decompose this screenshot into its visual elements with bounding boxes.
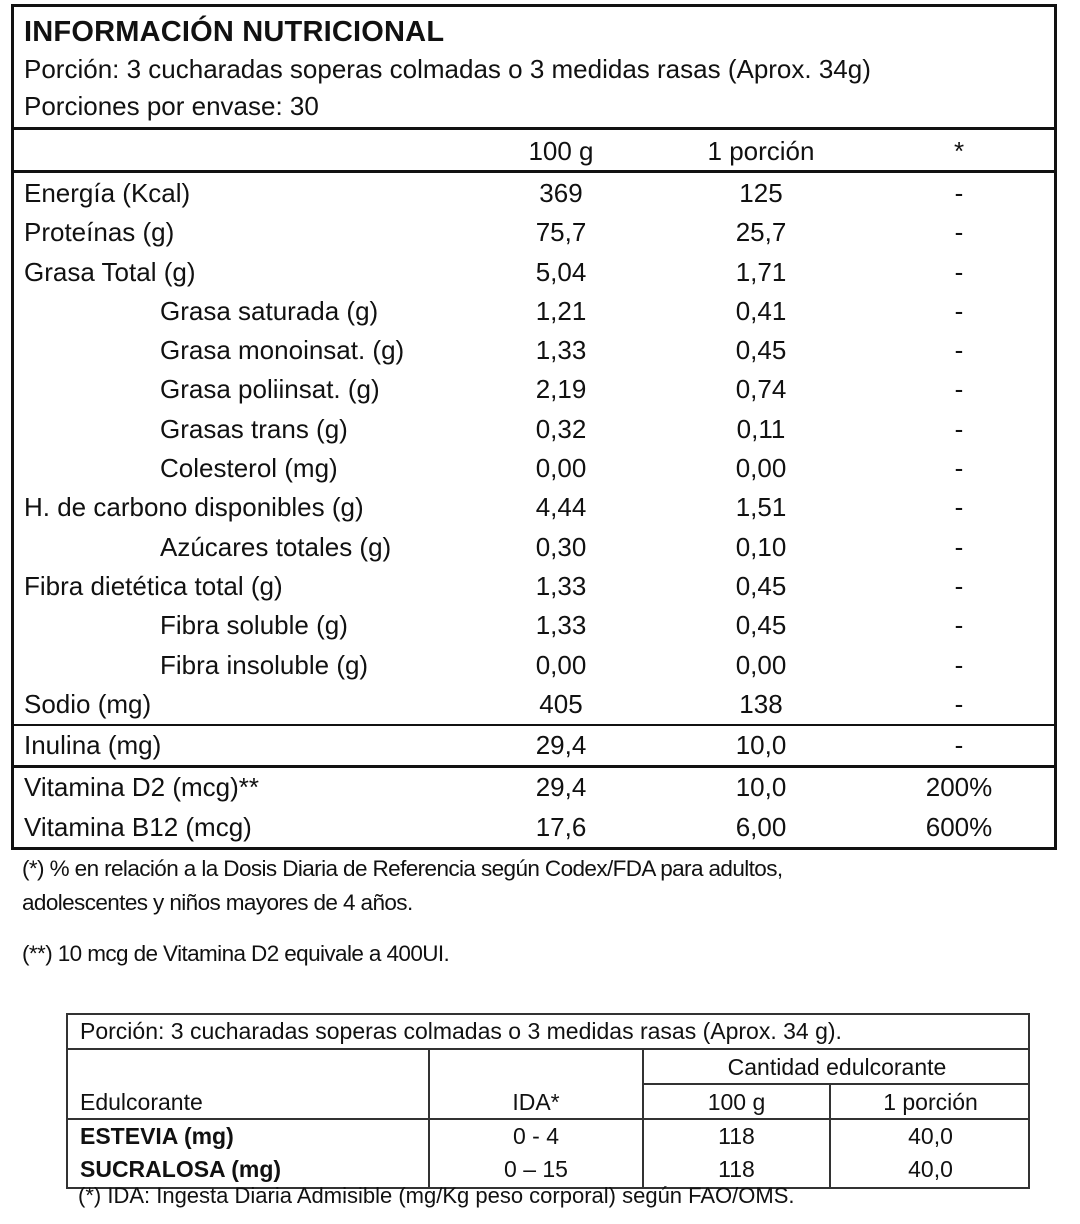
value-portion: 25,7: [735, 217, 787, 248]
value-100g: 29,4: [535, 772, 587, 803]
value-daily-pct: -: [954, 295, 964, 326]
value-100g: 17,6: [535, 811, 587, 842]
value-portion: 0,41: [735, 295, 787, 326]
value-daily-pct: -: [954, 217, 964, 248]
table-row-colesterol: [14, 449, 1054, 488]
value-100g: 369: [539, 178, 583, 208]
value-daily-pct: 600%: [925, 811, 993, 842]
value-portion: 6,00: [735, 811, 787, 842]
header-edulcorante: Edulcorante: [80, 1089, 203, 1115]
value-daily-pct: 200%: [925, 772, 993, 803]
footnote-daily-reference: [22, 852, 783, 920]
table-row-proteinas: [14, 213, 1054, 252]
portion-size: Porción: 3 cucharadas soperas colmadas o 3 medidas rasas (Aprox. 34g): [24, 54, 871, 84]
value-100g: 1,33: [535, 335, 587, 366]
column-header-100g: 100 g: [528, 136, 594, 166]
column-header-portion: 1 porción: [707, 136, 815, 166]
nutrition-facts-table: [11, 4, 1057, 850]
table-row-grasa-poliinsat: [14, 370, 1054, 409]
nutrient-label: Vitamina B12 (mcg): [24, 811, 252, 842]
sweetener-portion: 40,0: [908, 1123, 953, 1149]
sweetener-table: [66, 1013, 1030, 1189]
value-100g: 0,00: [535, 453, 587, 484]
value-daily-pct: -: [954, 335, 964, 366]
nutrient-label: Proteínas (g): [24, 217, 175, 248]
nutrient-label: Fibra soluble (g): [160, 610, 348, 641]
header-cantidad-edulcorante: Cantidad edulcorante: [727, 1054, 947, 1080]
value-daily-pct: -: [954, 453, 964, 484]
nutrient-label: Colesterol (mg): [160, 453, 338, 484]
value-daily-pct: -: [954, 649, 964, 680]
value-portion: 138: [739, 688, 783, 719]
table-row-fibra-total: [14, 567, 1054, 606]
value-portion: 0,11: [736, 413, 786, 444]
footnote-line: adolescentes y niños mayores de 4 años.: [22, 890, 413, 915]
table-row-azucares: [14, 528, 1054, 567]
sweetener-footnote: (*) IDA: Ingesta Diaria Admisible (mg/Kg peso corporal) según FAO/OMS.: [78, 1183, 795, 1208]
value-daily-pct: -: [954, 374, 964, 405]
value-portion: 0,45: [735, 570, 787, 601]
value-100g: 4,44: [535, 492, 587, 523]
sweetener-100g: 118: [718, 1123, 755, 1149]
value-portion: 10,0: [735, 772, 787, 803]
sweetener-name: ESTEVIA (mg): [80, 1123, 234, 1149]
value-portion: 0,00: [735, 453, 787, 484]
table-row-carbohidratos: [14, 488, 1054, 527]
table-row-fibra-soluble: [14, 606, 1054, 645]
sweetener-100g: 118: [718, 1156, 755, 1182]
value-daily-pct: -: [954, 178, 964, 208]
nutrient-label: H. de carbono disponibles (g): [24, 492, 364, 523]
nutrient-rows: [14, 173, 1054, 847]
header-portion: 1 porción: [883, 1089, 978, 1115]
nutrient-label: Azúcares totales (g): [160, 531, 392, 562]
table-row-vitamina-d2: [14, 765, 1054, 807]
sweetener-grid: [68, 1050, 1028, 1187]
value-100g: 75,7: [535, 217, 587, 248]
value-100g: 1,33: [535, 570, 587, 601]
nutrient-label: Grasas trans (g): [160, 413, 348, 444]
nutrient-label: Energía (Kcal): [24, 178, 191, 208]
table-row-energia: [14, 174, 1054, 213]
table-row-grasas-trans: [14, 410, 1054, 449]
value-portion: 1,71: [735, 256, 787, 287]
nutrient-label: Vitamina D2 (mcg)**: [24, 772, 260, 803]
sweetener-name: SUCRALOSA (mg): [80, 1156, 282, 1182]
sweetener-portion-size: Porción: 3 cucharadas soperas colmadas o 3 medidas rasas (Aprox. 34 g).: [68, 1015, 1028, 1050]
header-100g: 100 g: [707, 1089, 766, 1115]
value-daily-pct: -: [954, 570, 964, 601]
nutrient-label: Inulina (mg): [24, 730, 162, 761]
header-ida: IDA*: [512, 1089, 560, 1115]
footnote-vitamin-d2: (**) 10 mcg de Vitamina D2 equivale a 400UI.: [22, 941, 450, 966]
value-portion: 1,51: [735, 492, 787, 523]
value-100g: 29,4: [535, 730, 587, 761]
value-portion: 10,0: [735, 730, 787, 761]
value-daily-pct: -: [954, 688, 964, 719]
servings-per-container: Porciones por envase: 30: [24, 91, 319, 121]
value-100g: 0,30: [535, 531, 587, 562]
value-daily-pct: -: [954, 531, 964, 562]
nutrient-label: Grasa monoinsat. (g): [160, 335, 405, 366]
table-title: INFORMACIÓN NUTRICIONAL: [24, 16, 445, 48]
table-row-sodio: [14, 685, 1054, 724]
nutrient-label: Sodio (mg): [24, 688, 152, 719]
footnote-line: (*) % en relación a la Dosis Diaria de Referencia según Codex/FDA para adultos,: [22, 856, 783, 881]
value-100g: 1,21: [535, 295, 587, 326]
table-row-fibra-insoluble: [14, 646, 1054, 685]
table-row-grasa-saturada: [14, 292, 1054, 331]
table-row-grasa-total: [14, 253, 1054, 292]
value-100g: 2,19: [535, 374, 587, 405]
value-portion: 125: [739, 178, 783, 208]
value-daily-pct: -: [954, 492, 964, 523]
value-100g: 405: [539, 688, 583, 719]
value-portion: 0,10: [735, 531, 787, 562]
value-daily-pct: -: [954, 730, 964, 761]
value-portion: 0,45: [735, 335, 787, 366]
table-row-grasa-monoinsat: [14, 331, 1054, 370]
nutrient-label: Grasa poliinsat. (g): [160, 374, 380, 405]
value-portion: 0,45: [735, 610, 787, 641]
table-row-inulina: [14, 724, 1054, 765]
value-portion: 0,74: [735, 374, 787, 405]
nutrient-label: Grasa saturada (g): [160, 295, 379, 326]
sweetener-ida: 0 – 15: [504, 1156, 568, 1182]
column-header-daily-value: *: [953, 136, 965, 166]
value-100g: 5,04: [535, 256, 587, 287]
sweetener-portion: 40,0: [908, 1156, 953, 1182]
value-daily-pct: -: [954, 413, 964, 444]
value-portion: 0,00: [735, 649, 787, 680]
value-100g: 0,00: [535, 649, 587, 680]
value-100g: 1,33: [535, 610, 587, 641]
nutrient-label: Grasa Total (g): [24, 256, 196, 287]
value-daily-pct: -: [954, 256, 964, 287]
nutrient-label: Fibra insoluble (g): [160, 649, 369, 680]
table-row-vitamina-b12: [14, 808, 1054, 847]
value-100g: 0,32: [535, 413, 587, 444]
sweetener-ida: 0 - 4: [512, 1123, 560, 1149]
value-daily-pct: -: [954, 610, 964, 641]
nutrient-label: Fibra dietética total (g): [24, 570, 283, 601]
column-header-row: [14, 127, 1054, 173]
